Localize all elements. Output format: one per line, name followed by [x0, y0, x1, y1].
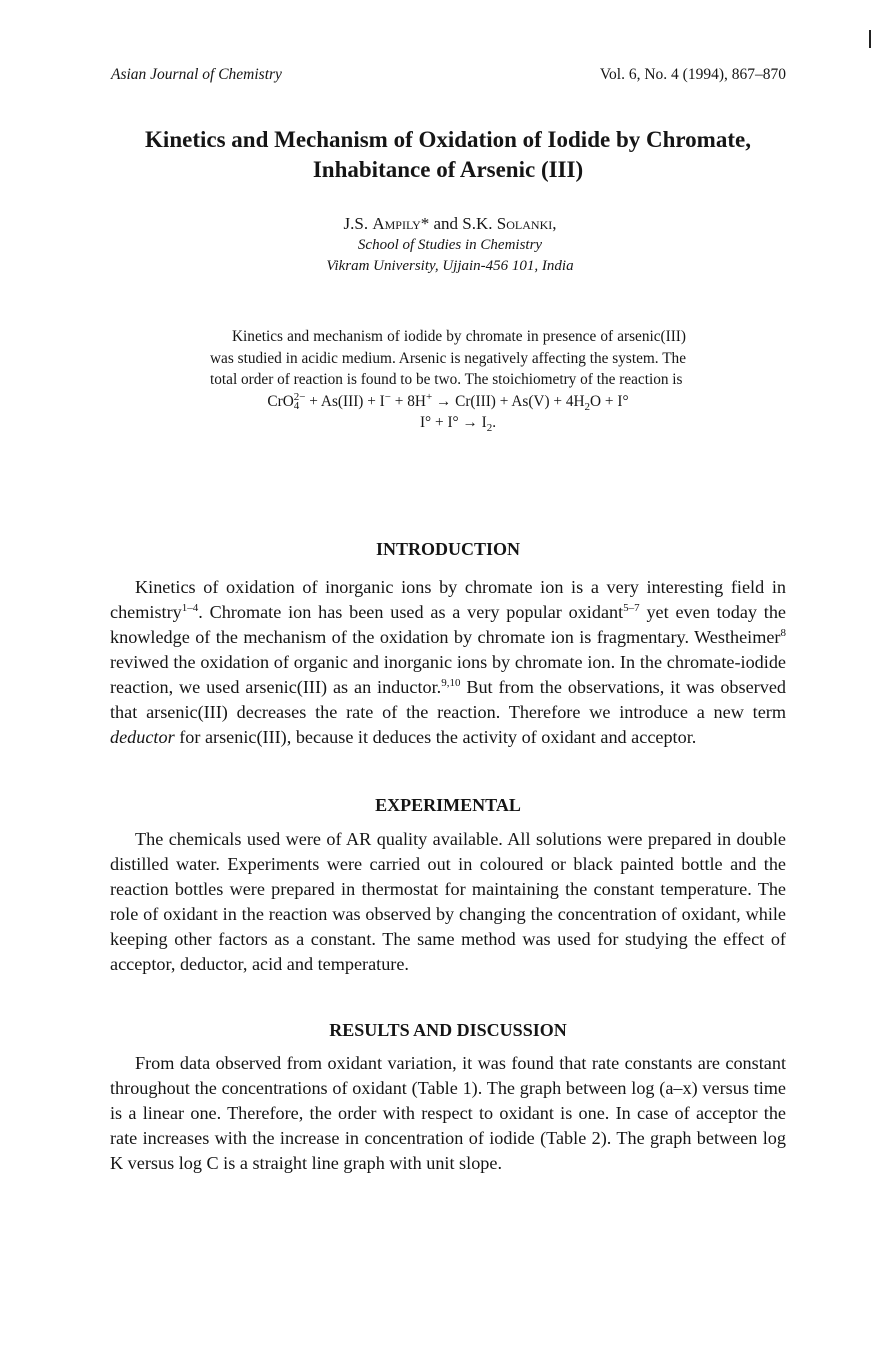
experimental-paragraph: The chemicals used were of AR quality available. All solutions were prepared in double distilled water. Experiments were carried out in coloured or black painted bottle and the reaction bottles were prepared in thermostat for maintaining the constant temperature. The role of oxidant in the reaction was observed by changing the concentration of oxidant, while keeping other factors as a constant. The same method was used for studying the effect of acceptor, deductor, acid and temperature. [110, 829, 786, 974]
results-paragraph: From data observed from oxidant variation, it was found that rate constants are constant throughout the concentrations of oxidant (Table 1). The graph between log (a–x) versus time is a linear one. Therefore, the order with respect to oxidant is one. In case of acceptor the rate increases with the increase in concentration of iodide (Table 2). The graph between log K versus log C is a straight line graph with unit slope. [110, 1053, 786, 1173]
experimental-heading: EXPERIMENTAL [375, 795, 521, 815]
author-names: J.S. Ampily* and S.K. Solanki, [343, 214, 557, 233]
paper-title [60, 125, 836, 185]
volume-info: Vol. 6, No. 4 (1994), 867–870 [599, 66, 786, 83]
stoichiometry-equation-1: CrO 2− 4 + $As(III) + I^- + 8H^+ \to Cr(III) + As(V) + 4H_2O + I^\circ$ [267, 390, 629, 413]
citation-1-4: 1–4 [181, 601, 199, 614]
stoichiometry-equation-2: $I^\circ + I^\circ \to I_2$. [419, 414, 497, 435]
title-line-2: Inhabitance of Arsenic (III) [312, 157, 584, 182]
title-line-1: Kinetics and Mechanism of Oxidation of Iodide by Chromate, [145, 127, 751, 152]
citation-9-10: 9,10 [441, 676, 461, 689]
author-1: Ampily [372, 214, 421, 233]
affiliation-line-2: Vikram University, Ujjain-456 101, India [326, 258, 574, 274]
affiliation-line-1: School of Studies in Chemistry [357, 237, 543, 253]
introduction-paragraph: Kinetics of oxidation of inorganic ions by chromate ion is a very interesting field in chemistry$^{1-4}$. Chromate ion has been used as a very popular oxidant$^{5-7}$ yet even today the knowledge of the mechanism of the oxidation by chromate ion is fragmentary. Westheimer$^8$ reviwed the oxidation of organic and inorganic ions by chromate ion. In the chromate-iodide reaction, we used arsenic(III) as an inductor.$^{9,10}$ But from the observations, it was observed that arsenic(III) decreases the rate of the reaction. Therefore we introduce a new term deductor for arsenic(III), because it deduces the activity of oxidant and acceptor. [110, 577, 786, 747]
citation-8: 8 [780, 626, 786, 639]
author-2: Solanki [496, 214, 553, 233]
term-deductor: deductor [110, 727, 175, 747]
journal-name: Asian Journal of Chemistry [111, 66, 282, 83]
author-block [100, 213, 800, 277]
results-heading: RESULTS AND DISCUSSION [329, 1020, 567, 1040]
citation-5-7: 5–7 [623, 601, 640, 614]
abstract-text: Kinetics and mechanism of iodide by chromate in presence of arsenic(III) was studied in acidic medium. Arsenic is negatively affecting the system. The total order of reaction is found to be two. The stoichiometry of the reaction is [210, 328, 686, 388]
introduction-heading: INTRODUCTION [375, 539, 521, 559]
abstract [210, 326, 686, 434]
